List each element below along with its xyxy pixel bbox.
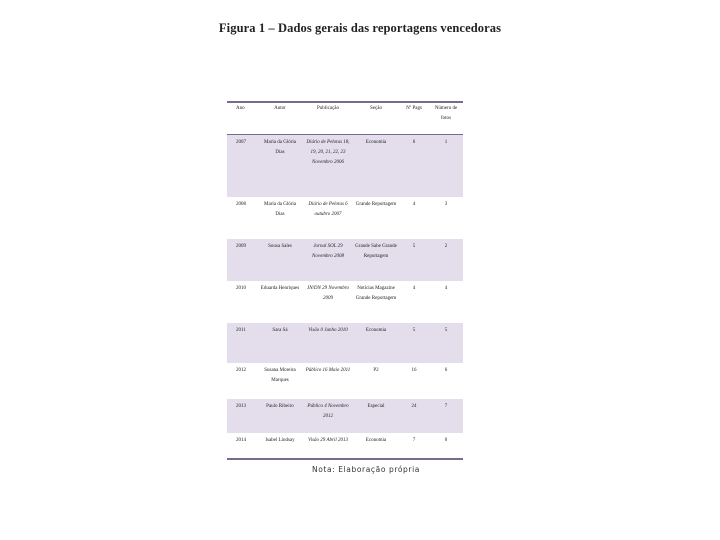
cell-publicacao: Público 16 Maio 2011	[303, 363, 353, 399]
cell-ano: 2007	[227, 135, 257, 197]
header-publicacao: Publicação	[303, 102, 353, 135]
cell-publicacao: JN/DN 29 Novembro 2009	[303, 281, 353, 323]
cell-publicacao: Diário de Pelotas 6 outubro 2007	[303, 197, 353, 239]
cell-pags: 5	[399, 239, 429, 281]
header-pags: Nº Pags	[399, 102, 429, 135]
cell-fotos: 4	[429, 281, 463, 323]
table-row	[227, 323, 463, 363]
cell-fotos: 7	[429, 399, 463, 433]
cell-autor: Sara Sá	[257, 323, 303, 363]
cell-pags: 7	[399, 433, 429, 459]
cell-pags: 6	[399, 135, 429, 197]
cell-pags: 4	[399, 197, 429, 239]
cell-publicacao: Visão 29 Abril 2013	[303, 433, 353, 459]
table-row	[227, 197, 463, 239]
cell-publicacao: Diário de Pelotas 18, 19, 20, 21, 22, 23 Novembro 2006	[303, 135, 353, 197]
table-note: Nota: Elaboração própria	[312, 465, 420, 474]
table-row	[227, 399, 463, 433]
cell-secao: Economia	[353, 323, 399, 363]
cell-ano: 2008	[227, 197, 257, 239]
cell-fotos: 3	[429, 197, 463, 239]
table-row	[227, 281, 463, 323]
data-table	[227, 101, 463, 460]
cell-secao: Notícias Magazine Grande Reportagem	[353, 281, 399, 323]
cell-fotos: 2	[429, 239, 463, 281]
cell-pags: 16	[399, 363, 429, 399]
cell-secao: Especial	[353, 399, 399, 433]
cell-publicacao: Visão 0 Junho 2010	[303, 323, 353, 363]
cell-ano: 2012	[227, 363, 257, 399]
cell-secao: Grande Reportagem	[353, 197, 399, 239]
cell-ano: 2010	[227, 281, 257, 323]
cell-fotos: 1	[429, 135, 463, 197]
cell-secao: Grande Sabe Grande Reportagem	[353, 239, 399, 281]
cell-pags: 4	[399, 281, 429, 323]
cell-publicacao: Jornal SOL 29 Novembro 2008	[303, 239, 353, 281]
header-secao: Seção	[353, 102, 399, 135]
header-fotos: Número de fotos	[429, 102, 463, 135]
cell-autor: Isabel Lindsay	[257, 433, 303, 459]
cell-autor: Eduarda Henriques	[257, 281, 303, 323]
figure-title: Figura 1 – Dados gerais das reportagens vencedoras	[218, 21, 502, 35]
table-row	[227, 135, 463, 197]
cell-publicacao: Público 4 Novembro 2012	[303, 399, 353, 433]
cell-pags: 5	[399, 323, 429, 363]
cell-autor: Paulo Ribeiro	[257, 399, 303, 433]
table-row	[227, 363, 463, 399]
cell-autor: Maria da Glória Dias	[257, 135, 303, 197]
cell-autor: Maria da Glória Dias	[257, 197, 303, 239]
cell-ano: 2009	[227, 239, 257, 281]
cell-ano: 2013	[227, 399, 257, 433]
table-row	[227, 239, 463, 281]
cell-secao: Economia	[353, 433, 399, 459]
cell-fotos: 5	[429, 323, 463, 363]
table-header-row	[227, 102, 463, 135]
table-row	[227, 433, 463, 459]
cell-fotos: 0	[429, 433, 463, 459]
cell-fotos: 6	[429, 363, 463, 399]
cell-ano: 2014	[227, 433, 257, 459]
cell-ano: 2011	[227, 323, 257, 363]
cell-pags: 24	[399, 399, 429, 433]
cell-autor: Susana Moreira Marques	[257, 363, 303, 399]
cell-secao: P2	[353, 363, 399, 399]
cell-secao: Economia	[353, 135, 399, 197]
cell-autor: Sousa Sales	[257, 239, 303, 281]
header-autor: Autor	[257, 102, 303, 135]
header-ano: Ano	[227, 102, 257, 135]
